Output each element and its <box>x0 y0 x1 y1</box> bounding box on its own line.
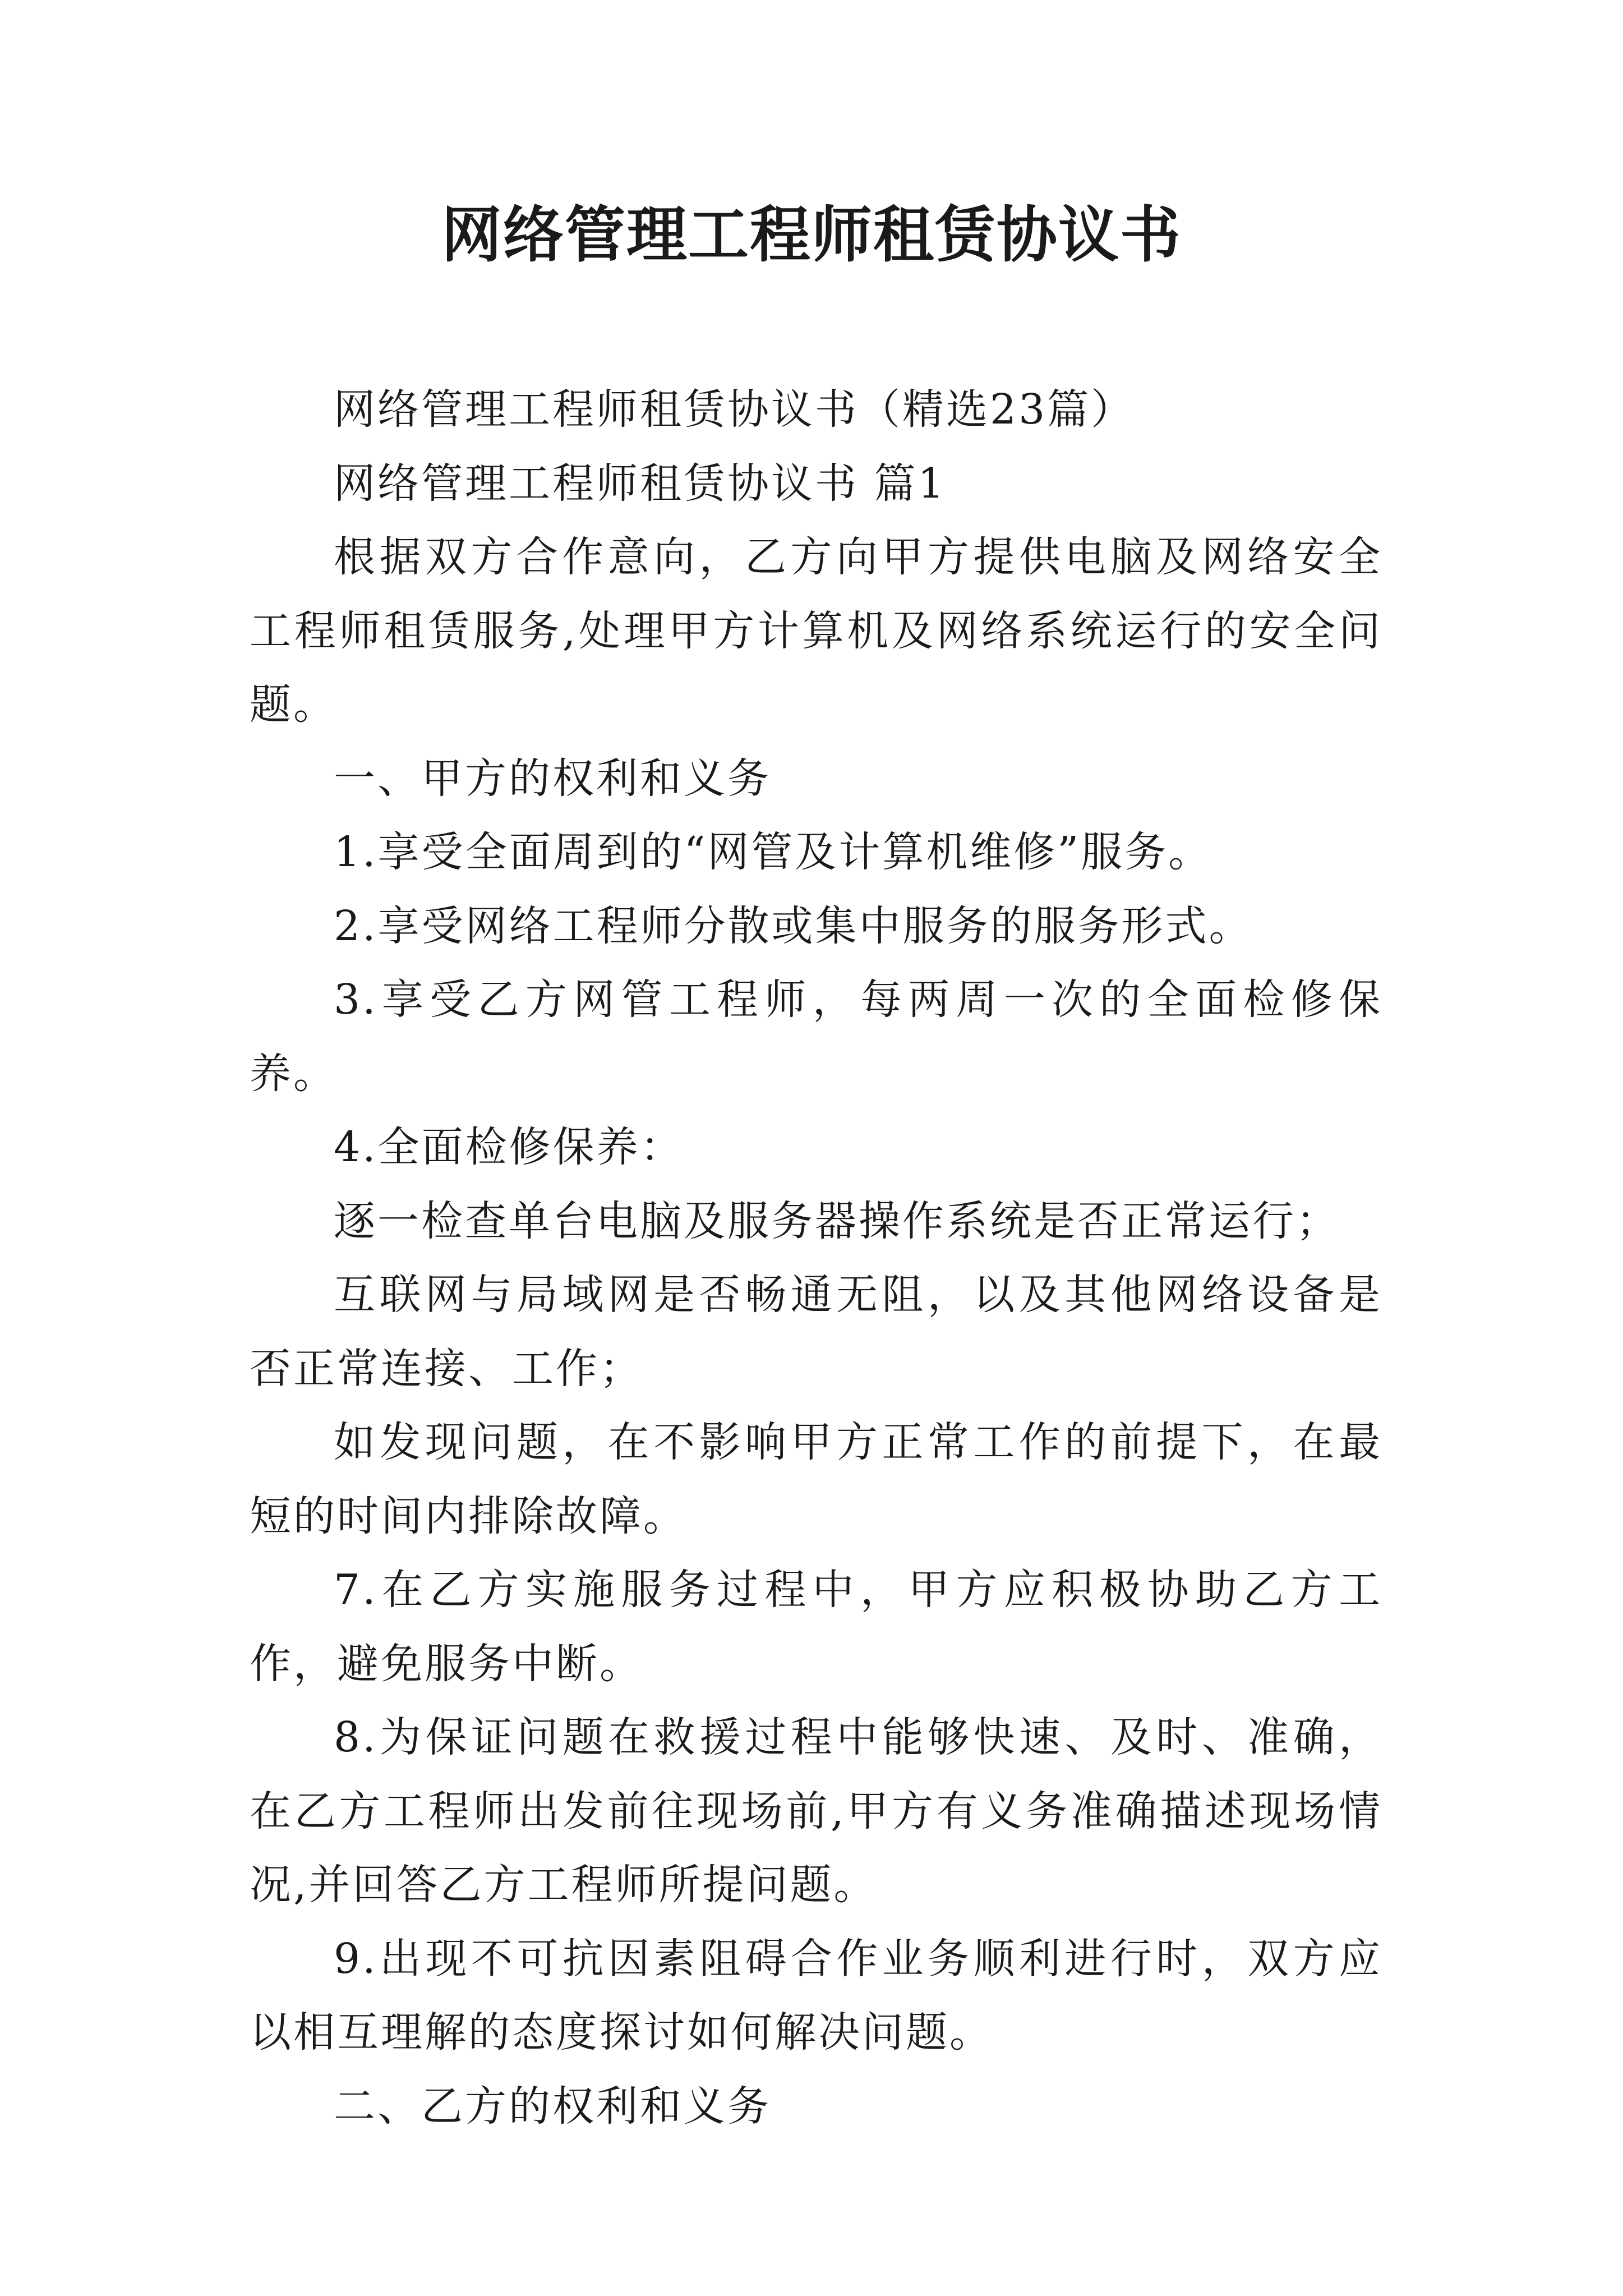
paragraph-item-7: 7.在乙方实施服务过程中，甲方应积极协助乙方工作，避免服务中断。 <box>250 1566 1382 1688</box>
document-title: 网络管理工程师租赁协议书 <box>441 200 1182 270</box>
paragraph-item-2: 2.享受网络工程师分散或集中服务的服务形式。 <box>334 901 1253 950</box>
paragraph-intro: 根据双方合作意向，乙方向甲方提供电脑及网络安全工程师租赁服务,处理甲方计算机及网络系统运行的安全问题。 <box>250 533 1382 729</box>
paragraph-check-computers: 逐一检查单台电脑及服务器操作系统是否正常运行； <box>334 1197 1340 1245</box>
document-body <box>250 373 1382 2143</box>
paragraph-fix-issues: 如发现问题，在不影响甲方正常工作的前提下，在最短的时间内排除故障。 <box>250 1418 1382 1540</box>
paragraph-item-4: 4.全面检修保养： <box>334 1123 684 1171</box>
paragraph-item-8: 8.为保证问题在救援过程中能够快速、及时、准确，在乙方工程师出发前往现场前,甲方有义务准确描述现场情况,并回答乙方工程师所提问题。 <box>250 1713 1382 1909</box>
section-heading-party-a: 一、甲方的权利和义务 <box>334 754 771 803</box>
paragraph-item-1: 1.享受全面周到的“网管及计算机维修”服务。 <box>334 828 1212 876</box>
paragraph-item-3: 3.享受乙方网管工程师，每两周一次的全面检修保养。 <box>250 976 1382 1098</box>
paragraph-check-network: 互联网与局域网是否畅通无阻，以及其他网络设备是否正常连接、工作； <box>250 1271 1382 1393</box>
paragraph-chapter-heading: 网络管理工程师租赁协议书 篇1 <box>334 459 947 508</box>
paragraph-subtitle: 网络管理工程师租赁协议书（精选23篇） <box>334 385 1135 434</box>
section-heading-party-b: 二、乙方的权利和义务 <box>334 2082 771 2131</box>
paragraph-item-9: 9.出现不可抗因素阻碍合作业务顺利进行时，双方应以相互理解的态度探讨如何解决问题。 <box>250 1934 1382 2056</box>
